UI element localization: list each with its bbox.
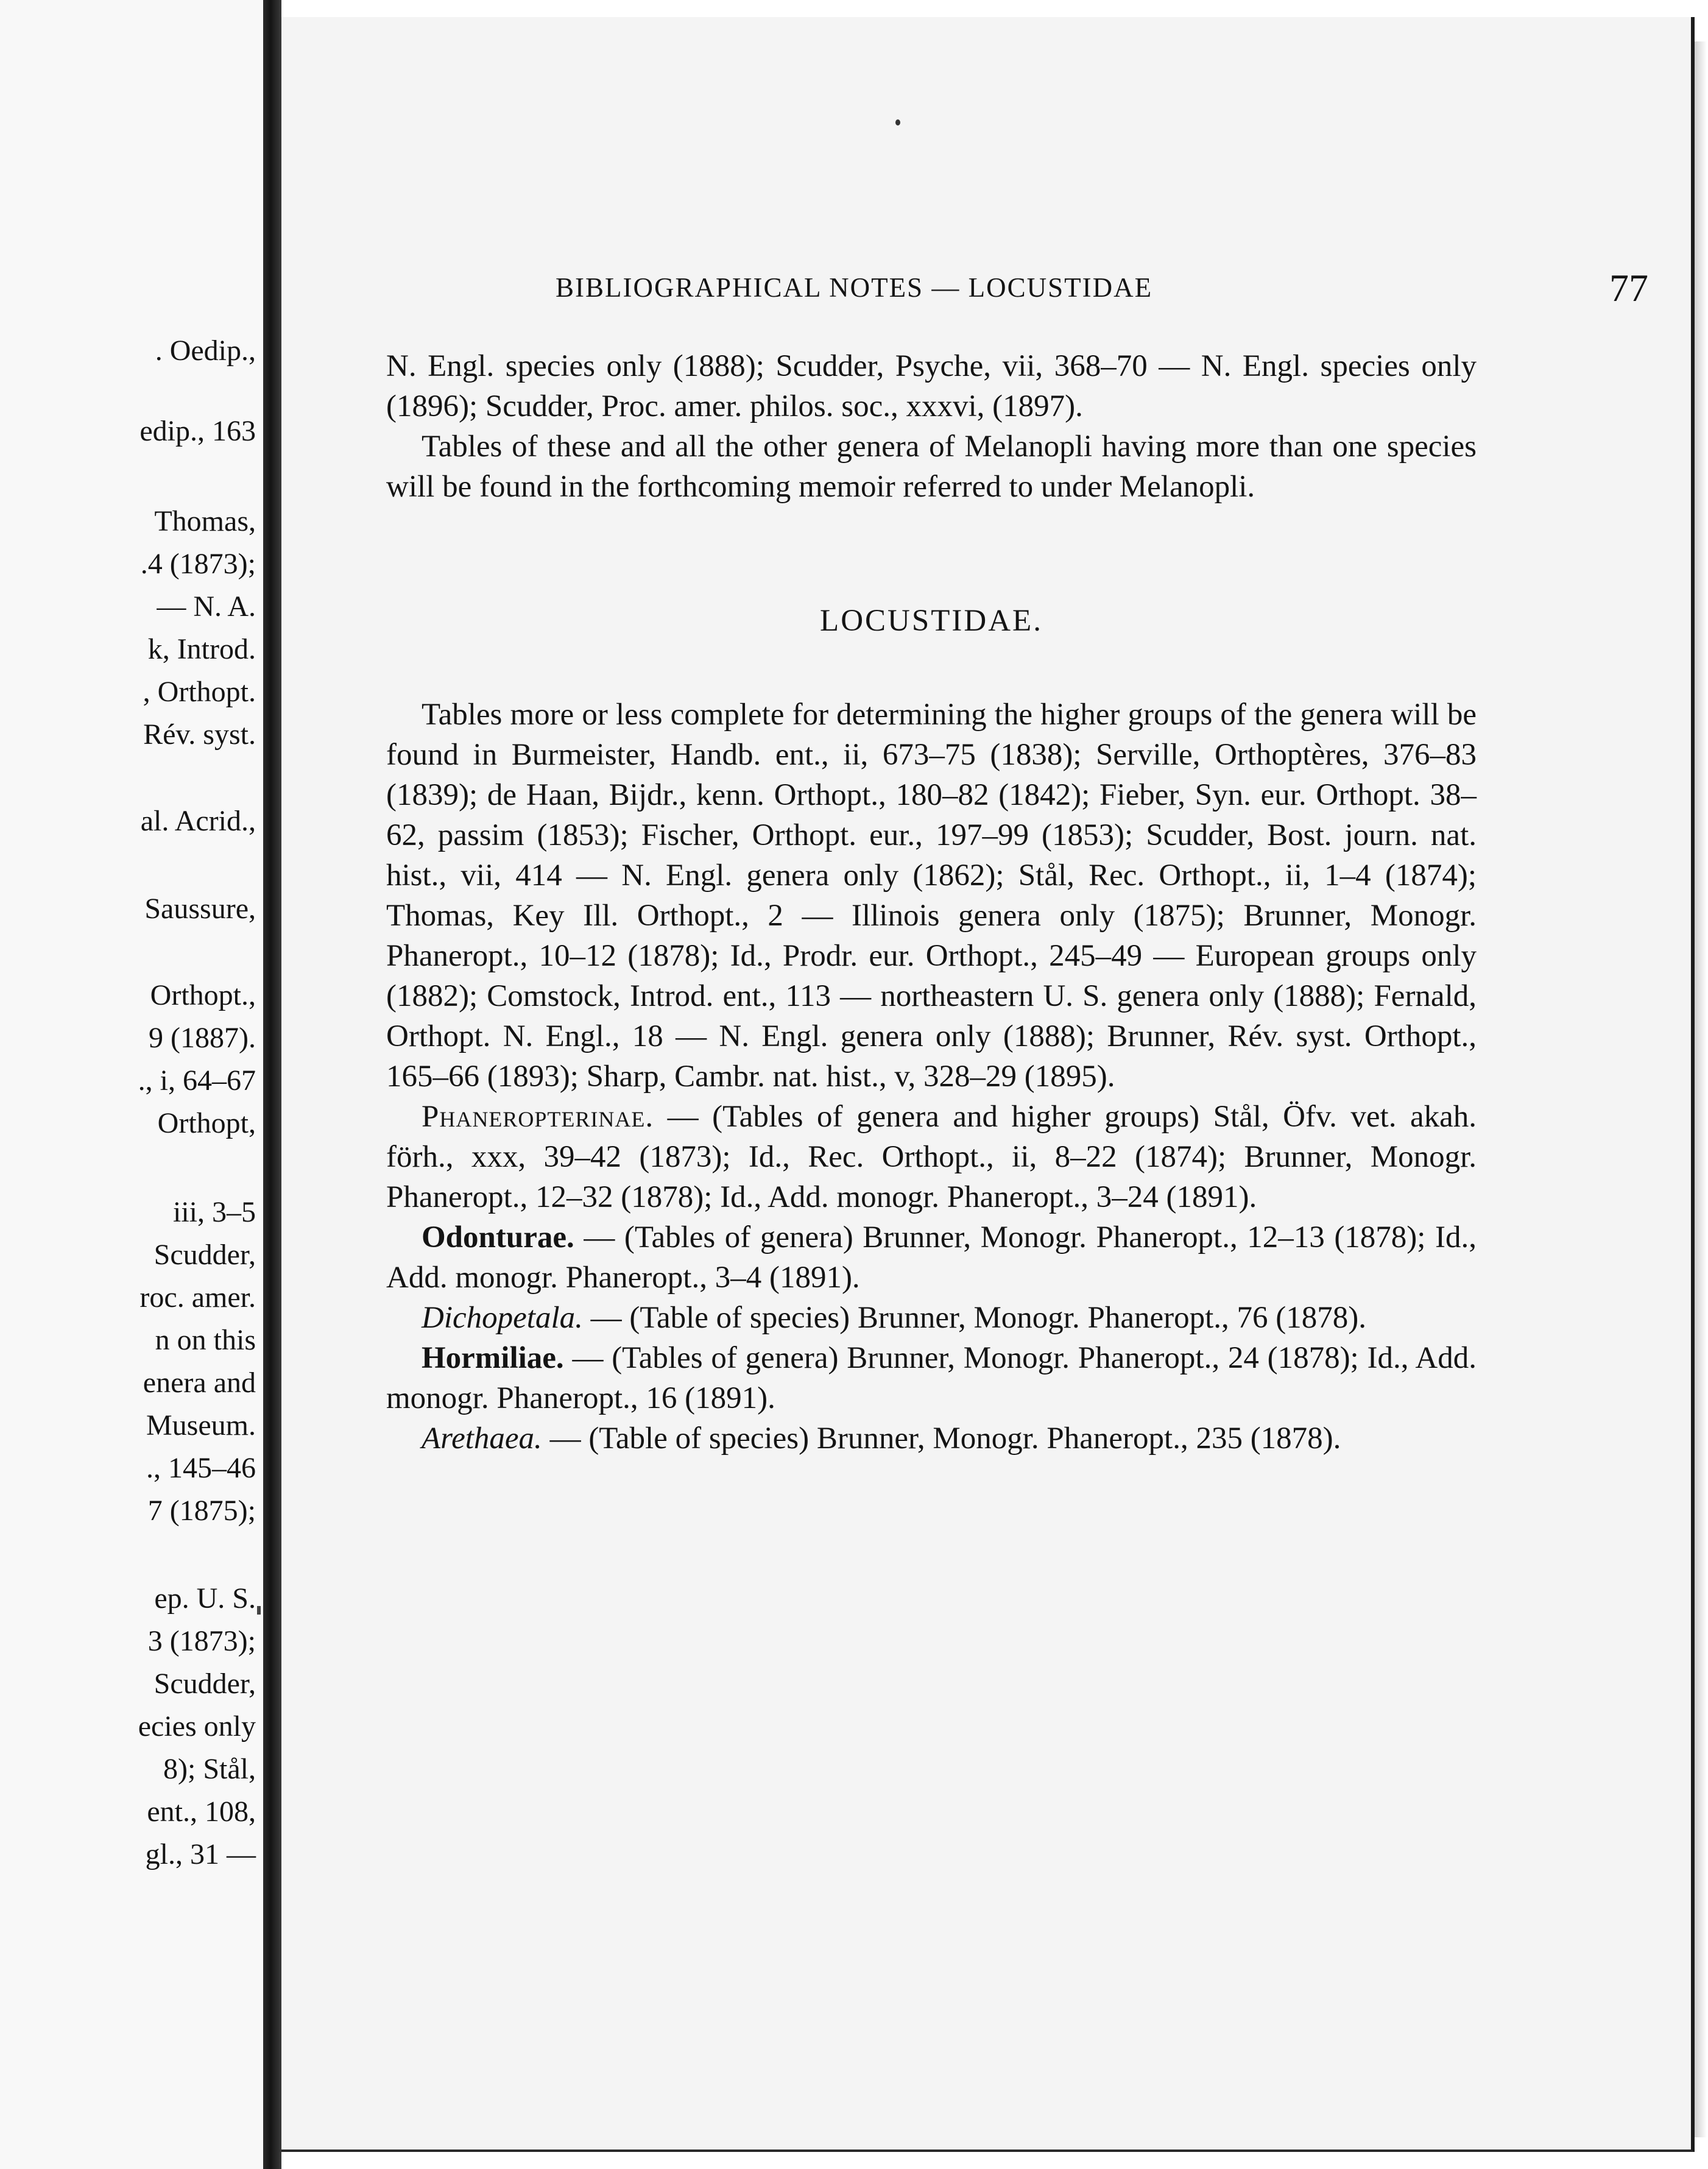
left-line: Orthopt., — [150, 979, 256, 1011]
left-line: iii, 3–5 — [172, 1196, 256, 1228]
left-line: Orthopt, — [157, 1107, 256, 1139]
taxon-name: Phaneropterinae. — [422, 1100, 654, 1134]
left-line: — N. A. — [157, 590, 256, 623]
entry-text: — (Tables of genera) Brunner, Monogr. Phaneropt., 12–13 (1878); Id., Add. monogr. Phaneropt., 3–4 (1891). — [386, 1220, 1477, 1295]
book-gutter — [263, 0, 281, 2169]
bibliography-entry — [386, 1217, 1477, 1298]
left-line: Museum. — [146, 1409, 256, 1442]
left-page-text — [0, 0, 256, 2169]
print-speck — [895, 119, 900, 126]
left-line: Scudder, — [154, 1668, 256, 1700]
left-line: ., i, 64–67 — [138, 1064, 256, 1097]
print-speck — [257, 1606, 261, 1615]
left-line: Saussure, — [144, 893, 256, 925]
intro-paragraph: Tables more or less complete for determining the higher groups of the genera will be found in Burmeister, Handb. ent., ii, 673–75 (1838); Serville, Orthoptères, 376–83 (1839); de Haan, Bijdr., kenn. Orthopt., 180–82 (1842); Fieber, Syn. eur. Orthopt. 38–62, passim (1853); Fischer, Orthopt. eur., 197–99 (1853); Scudder, Bost. journ. nat. hist., vii, 414 — N. Engl. genera only (1862); Stål, Rec. Orthopt., ii, 1–4 (1874); Thomas, Key Ill. Orthopt., 2 — Illinois genera only (1875); Brunner, Monogr. Phaneropt., 10–12 (1878); Id., Prodr. eur. Orthopt., 245–49 — European groups only (1882); Comstock, Introd. ent., 113 — northeastern U. S. genera only (1888); Fernald, Orthopt. N. Engl., 18 — N. Engl. genera only (1888); Brunner, Rév. syst. Orthopt., 165–66 (1893); Sharp, Cambr. nat. hist., v, 328–29 (1895). — [386, 698, 1477, 1094]
bibliography-entry — [386, 1418, 1477, 1459]
left-line: 3 (1873); — [147, 1625, 256, 1657]
tables-note-paragraph: Tables of these and all the other genera of Melanopli having more than one species will be found in the forthcoming memoir referred to under Melanopli. — [386, 430, 1477, 504]
left-line: Scudder, — [154, 1239, 256, 1271]
running-head: BIBLIOGRAPHICAL NOTES — LOCUSTIDAE — [556, 272, 1153, 303]
section-heading: LOCUSTIDAE. — [820, 604, 1043, 638]
left-line: Rév. syst. — [143, 718, 256, 751]
left-line: ecies only — [138, 1710, 256, 1743]
entry-text: — (Table of species) Brunner, Monogr. Phaneropt., 235 (1878). — [542, 1421, 1341, 1456]
taxon-name: Odonturae. — [422, 1220, 574, 1254]
taxon-name: Hormiliae. — [422, 1341, 564, 1375]
taxon-name: Arethaea. — [422, 1421, 542, 1456]
page-number: 77 — [1609, 266, 1648, 310]
left-line: Thomas, — [154, 505, 256, 537]
left-line: enera and — [143, 1367, 256, 1399]
left-line: roc. amer. — [139, 1281, 256, 1314]
bibliography-entry — [386, 1298, 1477, 1338]
left-line: . Oedip., — [155, 334, 256, 367]
left-line: ep. U. S. — [154, 1582, 256, 1615]
entry-text: — (Tables of genera and higher groups) Stål, Öfv. vet. akah. förh., xxx, 39–42 (1873); Id., Rec. Orthopt., ii, 8–22 (1874); Brunner, Monogr. Phaneropt., 12–32 (1878); Id., Add. monogr. Phaneropt., 3–24 (1891). — [386, 1100, 1477, 1214]
left-line: 8); Stål, — [163, 1753, 256, 1785]
bibliography-entry — [386, 1338, 1477, 1418]
right-page — [281, 17, 1695, 2152]
left-line: , Orthopt. — [143, 676, 256, 708]
left-line: k, Introd. — [147, 633, 256, 665]
left-line: edip., 163 — [139, 415, 256, 447]
continuation-paragraph: N. Engl. species only (1888); Scudder, Psyche, vii, 368–70 — N. Engl. species only (1896); Scudder, Proc. amer. philos. soc., xxxvi, (1897). — [386, 349, 1477, 423]
entry-text: — (Tables of genera) Brunner, Monogr. Phaneropt., 24 (1878); Id., Add. monogr. Phaneropt., 16 (1891). — [386, 1341, 1477, 1415]
bibliography-entry — [386, 1097, 1477, 1217]
left-line: gl., 31 — — [145, 1838, 256, 1870]
left-facing-page — [0, 0, 263, 2169]
left-line: al. Acrid., — [140, 805, 256, 837]
left-line: 7 (1875); — [147, 1495, 256, 1527]
entry-text: — (Table of species) Brunner, Monogr. Phaneropt., 76 (1878). — [582, 1301, 1366, 1335]
left-line: 9 (1887). — [149, 1022, 256, 1054]
page-body — [386, 346, 1477, 1459]
taxon-name: Dichopetala. — [422, 1301, 583, 1335]
left-line: n on this — [155, 1324, 256, 1356]
left-line: ent., 108, — [147, 1796, 256, 1828]
left-line: ., 145–46 — [146, 1452, 256, 1484]
left-line: .4 (1873); — [140, 548, 256, 580]
